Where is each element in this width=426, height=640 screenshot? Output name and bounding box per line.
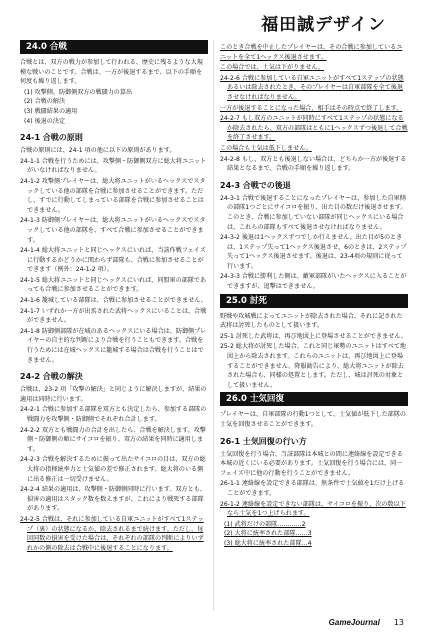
rule-note: この場合では、士気は下がりません。 (220, 64, 324, 72)
rule-item: 24-1-1 合戦を行うためには、攻撃側・防御側双方に総大将ユニットがいなければなりません。 (20, 157, 207, 175)
section-body: 野戦や攻城戦によってユニットが除去された場合、それに記された武将は討死したものとして扱います。 (220, 312, 403, 330)
subsection-heading-24-3: 24-3 合戦での後退 (220, 180, 291, 190)
rule-item: 24-1-5 総大将ユニットと同じヘックスにいれば、同盟軍の部隊であっても合戦に参加させることができます。 (20, 276, 207, 294)
section-heading-26-0: 26.0 士気回復 (220, 392, 408, 406)
rule-item: 24-2-4 結果の適用は、攻撃側・防御側同時に行います。双方とも、損害の適用はスタック数を数えますが、これにより戦死する部隊があります。 (20, 486, 206, 513)
page-title: 福田誠デザイン (261, 15, 386, 35)
right-column (220, 43, 408, 551)
rule-item-highlighted: 24-2-6 合戦に参加している自軍ユニットがすべて1ステップの状態あるいは除去されたとき、そのプレイヤーは自軍部隊を全て後退させなければなりません。 (220, 74, 404, 101)
column-divider (213, 40, 214, 610)
rule-item: 26-1-1 連絡線を設定できる部隊は、無条件で士気値を1だけ上げることができます。 (220, 480, 405, 497)
rule-note: この場合も士気は低下しません。 (220, 144, 312, 152)
rule-item: 24-2-2 双方とも戦闘力の合計を出したら、合戦を解決します。攻撃側・防御側の順にサイコロを振り、双方の結果を同時に適用します。 (20, 426, 206, 453)
left-column (20, 38, 208, 554)
rule-item: 25-1 討死した武将は、再び地図上に登場させることができません。 (220, 332, 407, 340)
rule-item: 24-3-3 合戦に勝利した側は、敵軍部隊がいたヘックスに入ることができますが、追撃はできません。 (220, 273, 407, 291)
list-item: (1) 武将だけの部隊…………2 (224, 520, 306, 528)
rule-item: 24-1-7 いずれか一方が出馬された武将ヘックスにいることは、合戦ができません。 (20, 307, 207, 325)
rule-item: 24-1-4 総大将ユニットと同じヘックスにいれば、当該作戦フェイズに行動するかどうかに関わらず部隊も、合戦に参加させることができます（例外：24-1-2 項）。 (20, 247, 206, 274)
rule-item: 24-1-3 防御側プレイヤーは、総大将ユニットがいるヘックスでスタックしている他の部隊を、すべて合戦に参加させることができます。 (20, 217, 206, 244)
rule-item: 24-1-8 防御側部隊が在城のあるヘックスにいる場合は、防御側プレイヤーの自主的な判断により合戦を行うこともできます。合戦を行うためには在城ヘックスに籠城する場合は合戦を行うことはできません。 (20, 327, 207, 364)
rule-item: 24-1-2 攻撃側プレイヤーは、総大将ユニットがいるヘックスでスタックしている他の部隊を合戦に参加させることができます。ただし、すでに行動してしまっている部隊を合戦に参加させることはできません。 (20, 177, 206, 214)
rule-item-highlighted: 24-2-7 もし双方のユニットが同時にすべて1ステップの状態になるか除去されたら、双方の部隊はともに1ヘックスずつ後退して合戦を終了させます。 (220, 115, 408, 142)
list-item: (2) 大将に統率された部隊……3 (224, 530, 312, 538)
section-body: プレイヤーは、自軍部隊の行動1つとして、士気値が低下した部隊の士気を回復させることができます。 (220, 411, 407, 428)
rule-item: 24-2-8 もし、双方とも後退しない場合は、どちらか一方が後退する結果となるまで、合戦の手順を繰り返します。 (220, 155, 407, 173)
rule-item: 24-2-3 合戦を解決するために振って出たサイコロの目は、双方の総大将の指揮統率力と士気値の差で修正されます。総大将のいる側に出る修正は一切受けません。 (20, 456, 206, 483)
section-body: 合戦とは、双方の戦力が参加して行われる、歴史に残るような大規模な戦いのことです。合戦は、一方が後退するまで、以下の手順を何度も繰り返します。 (20, 59, 203, 86)
section-heading-25-0: 25.0 討死 (220, 294, 408, 308)
list-item: (1) 攻撃側、防御側双方の戦闘力の算出 (24, 88, 133, 96)
section-heading-24-0: 24.0 合戦 (20, 40, 208, 54)
rule-note: 一方が後退することになった場合、相手はその時点で終了します。 (220, 104, 403, 112)
subsection-heading-24-1: 24-1 合戦の原則 (20, 133, 83, 143)
rule-item-highlighted: 26-1-2 連絡線を設定できない部隊は、サイコロを振り、次の数以下なら士気を1つ上げられます。 (220, 500, 406, 518)
list-item: (4) 後退の決定 (24, 117, 66, 125)
morale-list (220, 520, 408, 549)
rule-item-highlighted: 24-2-5 合戦は、それに参加している自軍ユニットがすべて1ステップ（裏）の状態になるか、除去されるまで続けます。ただし、毎回同数の損害を受けた場合は、それぞれの部隊の判断によりいずれかの側の除去は合戦中に後退することになります。 (20, 515, 204, 552)
list-item: (3) 総大将に統率された部隊…4 (224, 539, 312, 547)
page-number: 13 (393, 618, 404, 627)
subsection-heading-24-2: 24-2 合戦の解決 (20, 372, 83, 382)
rule-continuation: このとき合戦を中止したプレイヤーは、その合戦に参加しているユニットを全て1ヘックス後退させます。 (220, 44, 403, 61)
rule-item: 24-1-6 籠城している部隊は、合戦に参加させることができません。 (20, 297, 207, 305)
list-item: (2) 合戦の解決 (24, 98, 66, 106)
subsection-heading-26-1: 26-1 士気回復の行い方 (220, 436, 307, 446)
step-list (20, 88, 208, 126)
list-item: (3) 戦闘結果の適用 (24, 107, 78, 115)
rule-item: 25-2 総大将が討死した場合、これと同じ軍勢のユニットはすべて地図上から除去されます。これらのユニットは、再び地図上に登場することができません。降服勧告により、総大将ユニットが除去された場合も、同様の処置とします。ただし、城は討死の対象として扱いません。 (220, 343, 407, 389)
rule-item: 24-3-1 合戦で後退することになったプレイヤーは、参加した自軍側の部隊1つごとにサイコロを振り、出た目の数だけ後退させます。このとき、合戦に参加していない部隊が同じヘックスにいる場合は、これらの部隊もすべて後退させなければなりません。 (220, 194, 407, 231)
rule-item: 24-2-1 合戦に参加する部隊を双方とも決定したら、参加する部隊の戦闘力を攻撃側・防御側でそれぞれ合計します。 (20, 406, 207, 423)
rule-item: 24-3-2 後退は1ヘックスずつでしか行えません。出た目が5のときは、1ステップ失って1ヘックス後退させ、6のときは、2ステップ失って1ヘックス後退させます。後退は、23-4項の規則に従って行います。 (220, 234, 407, 270)
section-intro: 合戦の原則には、24-1 項の他に以下の原則があります。 (20, 147, 176, 155)
section-intro: 合戦は、23-2 項「攻撃の解決」と同じように解決しますが、結果の適用は同時に行います。 (20, 386, 207, 403)
magazine-logo: GameJournal (328, 618, 380, 627)
page-footer (329, 618, 404, 627)
section-body: 士気回復を行う場合、当該部隊は本城との間に連絡線を設定できる本城の近くにいる必要があります。士気回復を行う場合には、同一フェイズ中に他の行動を行うことができません。 (220, 450, 403, 477)
